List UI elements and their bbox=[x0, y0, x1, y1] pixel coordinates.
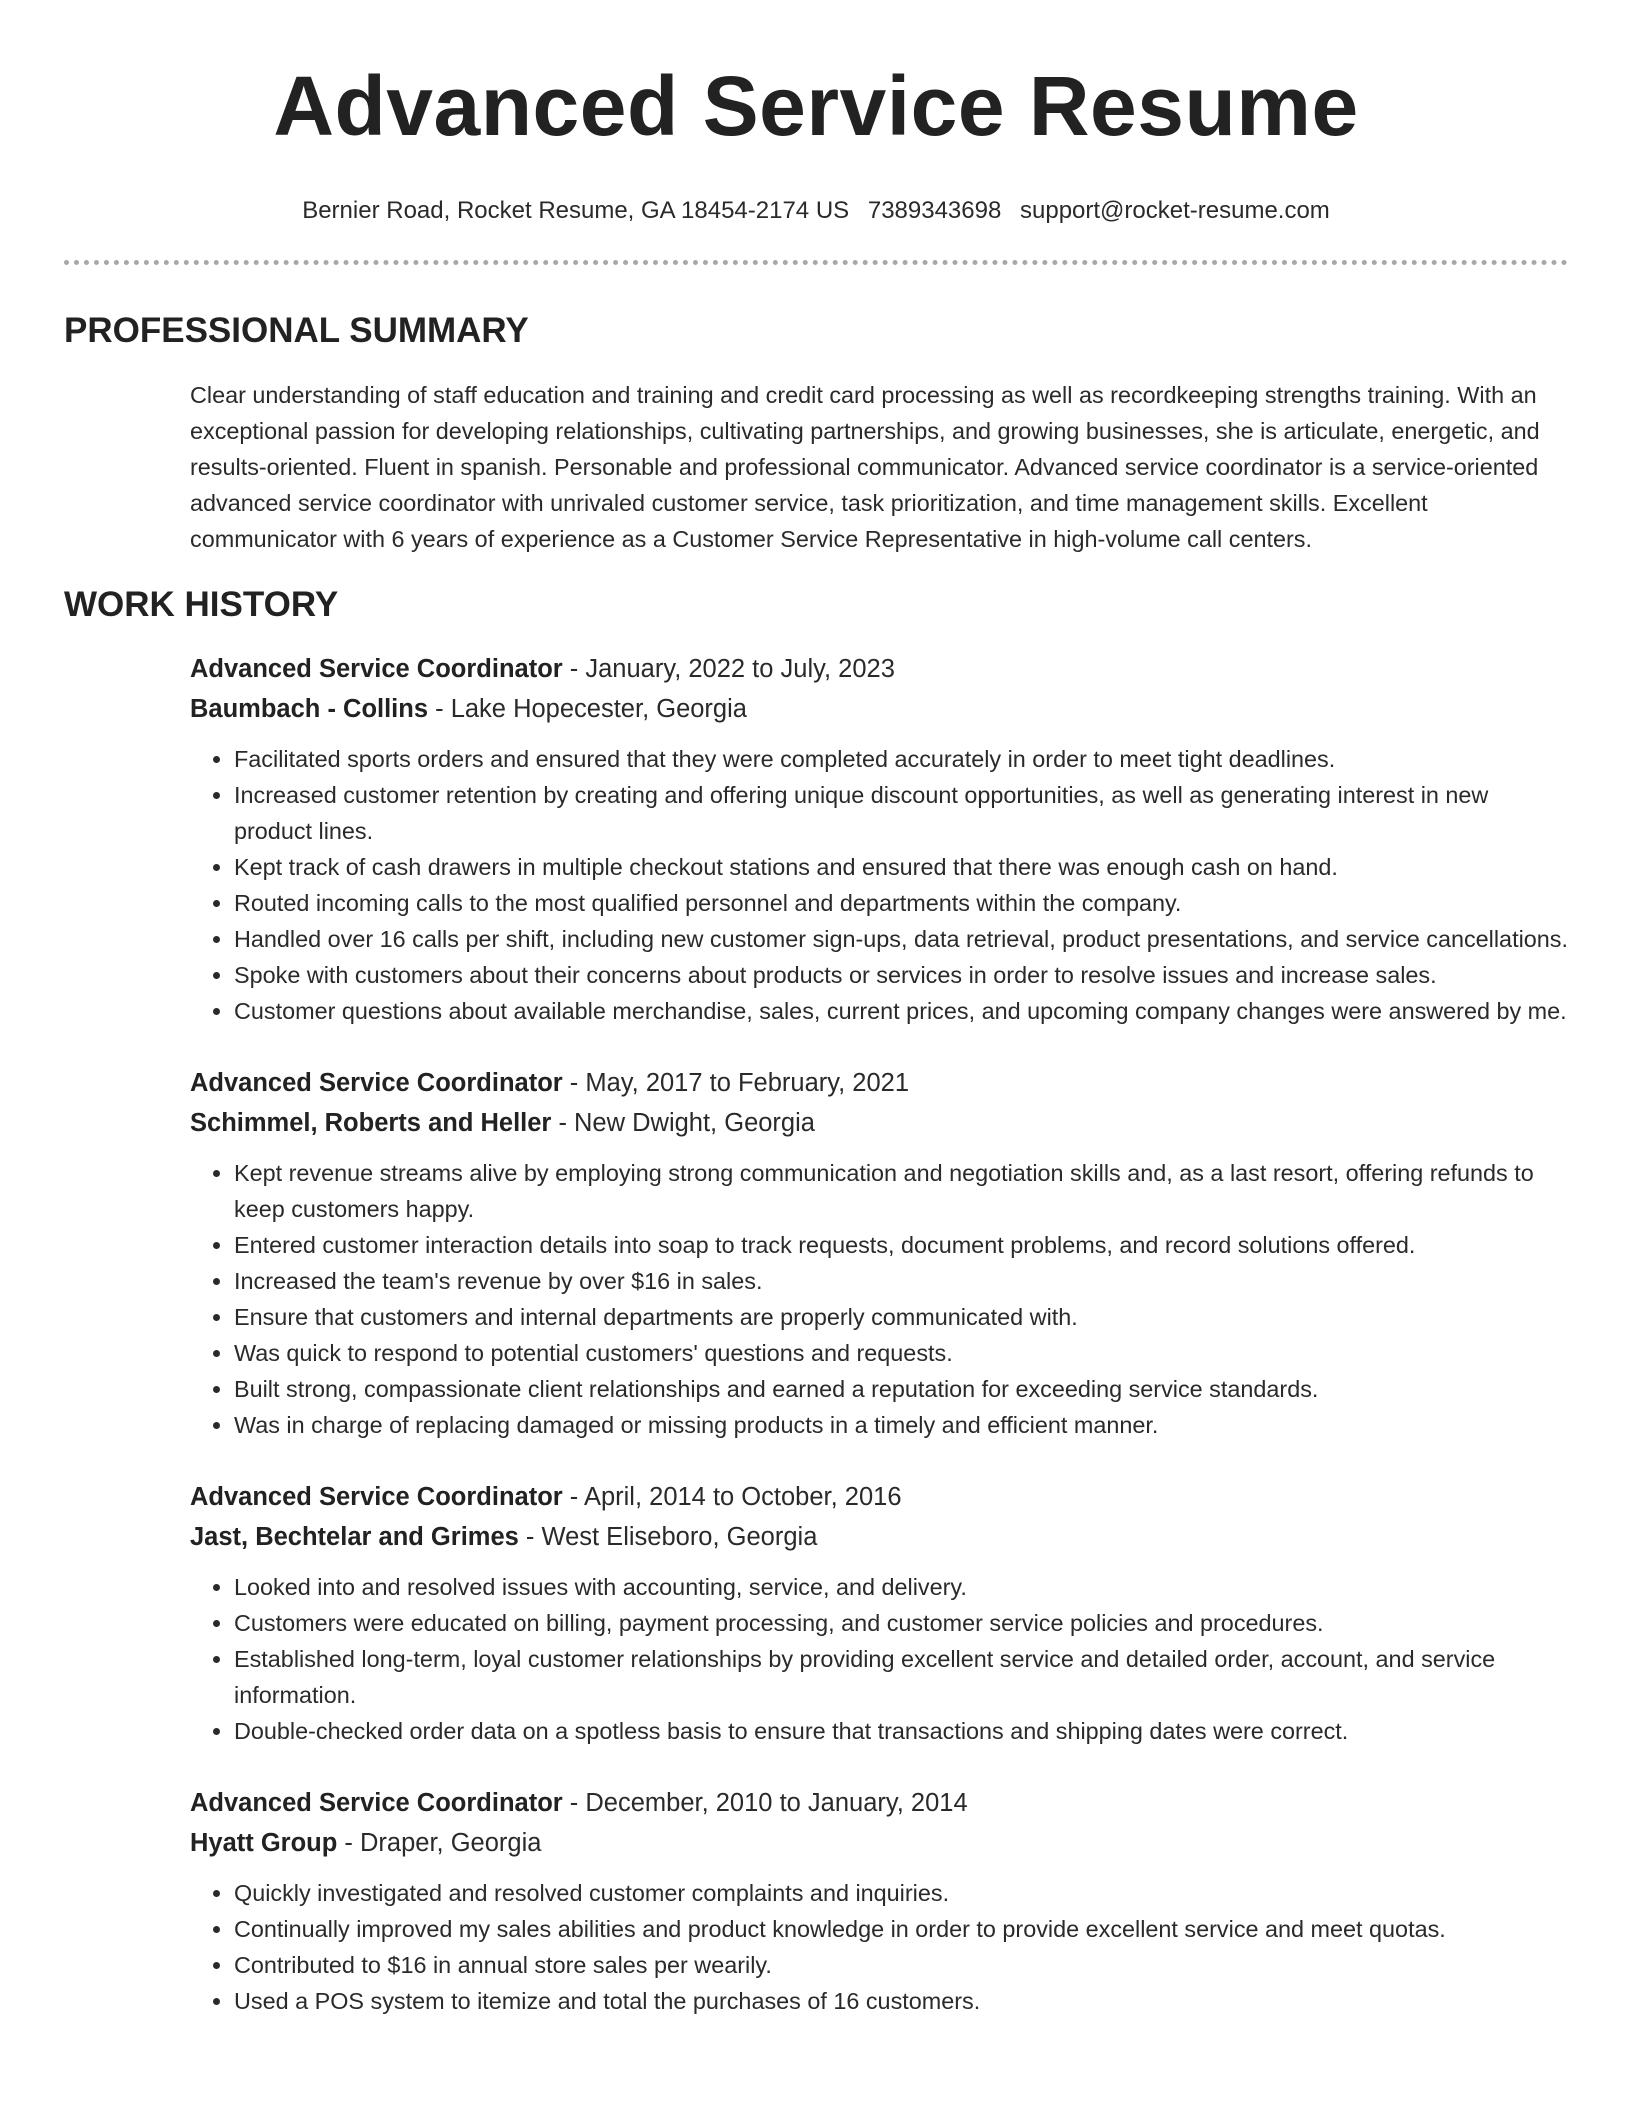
duty-item: • Continually improved my sales abilities and product knowledge in order to provide excellent service and meet quotas. bbox=[234, 1911, 1568, 1947]
summary-heading: PROFESSIONAL SUMMARY bbox=[64, 311, 529, 350]
job-dates: - December, 2010 to January, 2014 bbox=[562, 1789, 968, 1817]
work-history-heading: WORK HISTORY bbox=[64, 585, 339, 624]
resume-title: Advanced Service Resume bbox=[273, 59, 1359, 153]
job-dates: - January, 2022 to July, 2023 bbox=[562, 655, 895, 683]
job-entry bbox=[190, 1477, 1568, 1749]
duty-item: • Contributed to $16 in annual store sales per wearily. bbox=[234, 1947, 1568, 1983]
duty-item: • Increased the team's revenue by over $16 in sales. bbox=[234, 1263, 1568, 1299]
job-title: Advanced Service Coordinator bbox=[190, 1789, 563, 1817]
duty-item: • Looked into and resolved issues with accounting, service, and delivery. bbox=[234, 1569, 1568, 1605]
duty-item: • Established long-term, loyal customer relationships by providing excellent service and detailed order, account, and service information. bbox=[234, 1641, 1568, 1713]
job-duties bbox=[190, 741, 1568, 1029]
job-title-line bbox=[190, 1783, 1568, 1823]
duty-item: • Entered customer interaction details into soap to track requests, document problems, and record solutions offered. bbox=[234, 1227, 1568, 1263]
duty-item: • Increased customer retention by creating and offering unique discount opportunities, as well as generating interest in new product lines. bbox=[234, 777, 1568, 849]
job-company: Jast, Bechtelar and Grimes bbox=[190, 1523, 519, 1551]
duty-item: • Handled over 16 calls per shift, including new customer sign-ups, data retrieval, product presentations, and service cancellations. bbox=[234, 921, 1568, 957]
job-duties bbox=[190, 1569, 1568, 1749]
job-entry bbox=[190, 1063, 1568, 1443]
job-company: Schimmel, Roberts and Heller bbox=[190, 1109, 552, 1137]
job-duties bbox=[190, 1875, 1568, 2019]
job-location: - New Dwight, Georgia bbox=[551, 1109, 815, 1137]
contact-email: support@rocket-resume.com bbox=[1020, 197, 1330, 224]
duty-item: • Double-checked order data on a spotless basis to ensure that transactions and shipping dates were correct. bbox=[234, 1713, 1568, 1749]
duty-item: • Ensure that customers and internal departments are properly communicated with. bbox=[234, 1299, 1568, 1335]
duty-item: • Used a POS system to itemize and total the purchases of 16 customers. bbox=[234, 1983, 1568, 2019]
job-title-line bbox=[190, 649, 1568, 689]
duty-item: • Spoke with customers about their concerns about products or services in order to resolve issues and increase sales. bbox=[234, 957, 1568, 993]
job-location: - West Eliseboro, Georgia bbox=[518, 1523, 818, 1551]
contact-info bbox=[64, 196, 1568, 226]
duty-item: • Kept revenue streams alive by employing strong communication and negotiation skills and, as a last resort, offering refunds to keep customers happy. bbox=[234, 1155, 1568, 1227]
job-entry bbox=[190, 1783, 1568, 2019]
job-title: Advanced Service Coordinator bbox=[190, 655, 563, 683]
contact-phone: 7389343698 bbox=[867, 197, 1002, 224]
job-company-line bbox=[190, 1517, 1568, 1557]
work-history-list bbox=[190, 649, 1568, 2019]
duty-item: • Facilitated sports orders and ensured that they were completed accurately in order to meet tight deadlines. bbox=[234, 741, 1568, 777]
job-entry bbox=[190, 649, 1568, 1029]
job-dates: - May, 2017 to February, 2021 bbox=[562, 1069, 910, 1097]
header-divider bbox=[64, 260, 1568, 265]
job-company: Hyatt Group bbox=[190, 1829, 338, 1857]
job-company-line bbox=[190, 689, 1568, 729]
job-title: Advanced Service Coordinator bbox=[190, 1069, 563, 1097]
duty-item: • Customer questions about available merchandise, sales, current prices, and upcoming company changes were answered by me. bbox=[234, 993, 1568, 1029]
duty-item: • Customers were educated on billing, payment processing, and customer service policies and procedures. bbox=[234, 1605, 1568, 1641]
duty-item: • Routed incoming calls to the most qualified personnel and departments within the company. bbox=[234, 885, 1568, 921]
duty-item: • Built strong, compassionate client relationships and earned a reputation for exceeding service standards. bbox=[234, 1371, 1568, 1407]
contact-address: Bernier Road, Rocket Resume, GA 18454-2174 US bbox=[302, 197, 850, 224]
job-location: - Draper, Georgia bbox=[337, 1829, 542, 1857]
duty-item: • Was quick to respond to potential customers' questions and requests. bbox=[234, 1335, 1568, 1371]
job-company-line bbox=[190, 1103, 1568, 1143]
duty-item: • Quickly investigated and resolved customer complaints and inquiries. bbox=[234, 1875, 1568, 1911]
duty-item: • Was in charge of replacing damaged or missing products in a timely and efficient manner. bbox=[234, 1407, 1568, 1443]
job-company-line bbox=[190, 1823, 1568, 1863]
job-title-line bbox=[190, 1477, 1568, 1517]
job-duties bbox=[190, 1155, 1568, 1443]
job-dates: - April, 2014 to October, 2016 bbox=[562, 1483, 902, 1511]
job-company: Baumbach - Collins bbox=[190, 695, 429, 723]
job-title: Advanced Service Coordinator bbox=[190, 1483, 563, 1511]
duty-item: • Kept track of cash drawers in multiple checkout stations and ensured that there was enough cash on hand. bbox=[234, 849, 1568, 885]
job-title-line bbox=[190, 1063, 1568, 1103]
job-location: - Lake Hopecester, Georgia bbox=[428, 695, 747, 723]
summary-text: Clear understanding of staff education and training and credit card processing as well as recordkeeping strengths training. With an exceptional passion for developing relationships, cultivating partnerships, and growing businesses, she is articulate, energetic, and results-oriented. Fluent in spanish. Personable and professional communicator. Advanced service coordinator is a service-oriented advanced service coordinator with unrivaled customer service, task prioritization, and time management skills. Excellent communicator with 6 years of experience as a Customer Service Representative in high-volume call centers. bbox=[190, 382, 1540, 552]
